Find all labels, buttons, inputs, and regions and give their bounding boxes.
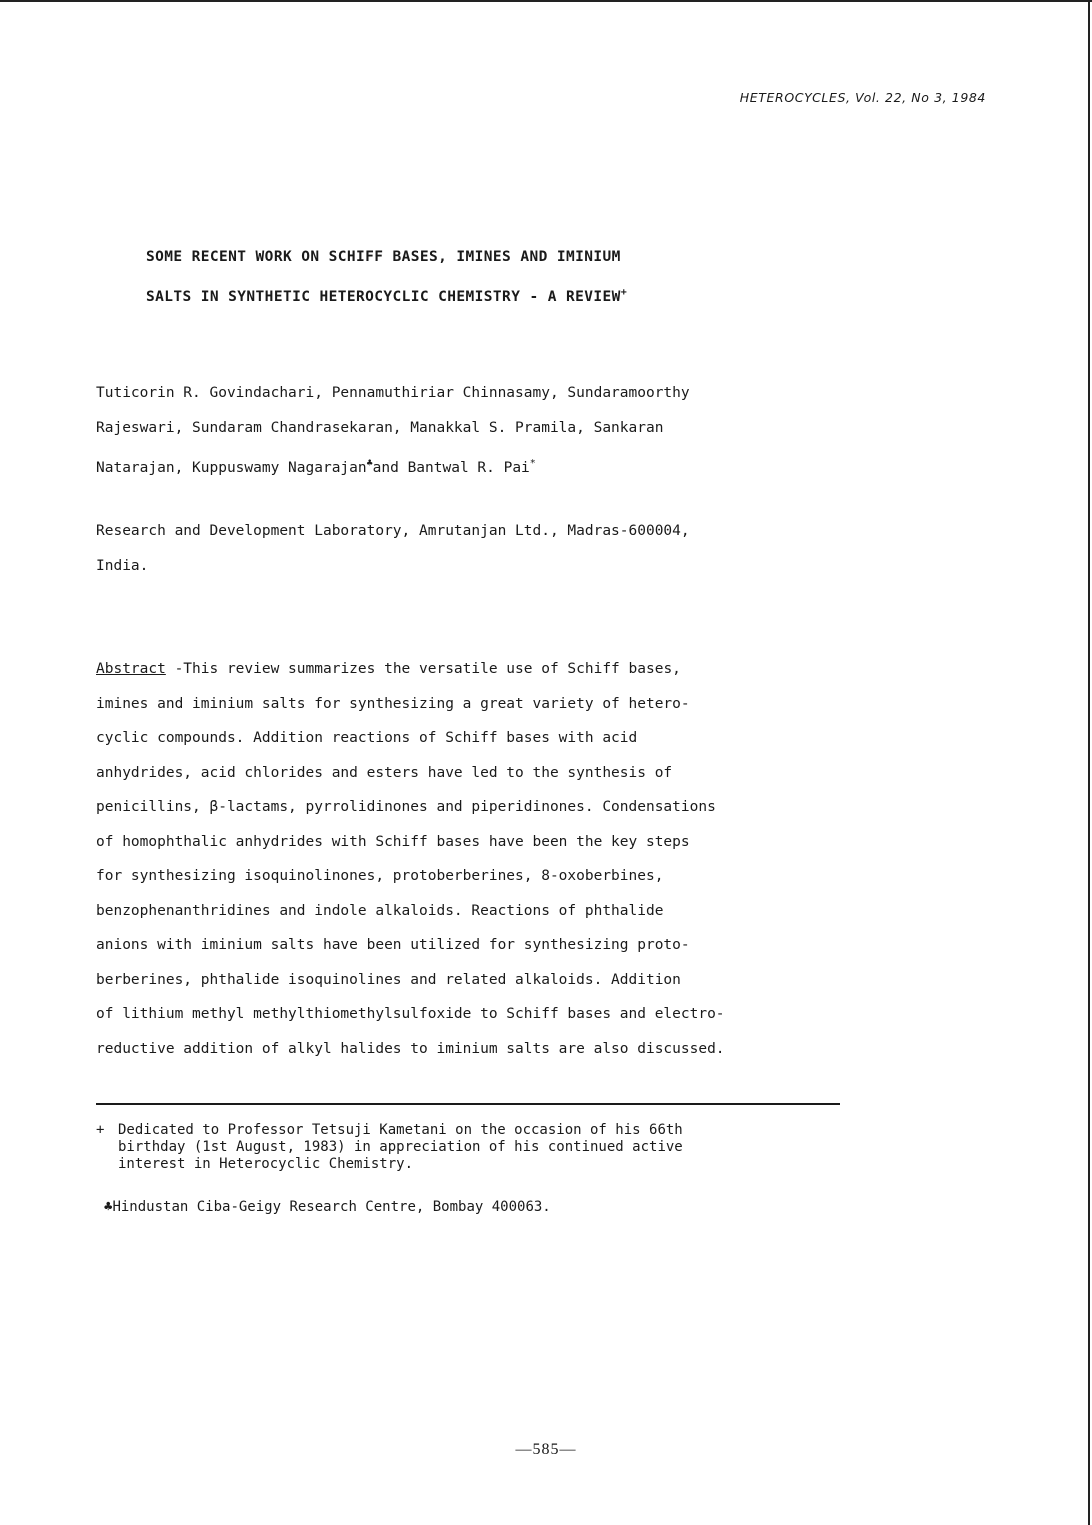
abstract-line-9: berberines, phthalide isoquinolines and related alkaloids. Addition <box>96 971 681 988</box>
footnote-affiliation <box>104 1199 844 1216</box>
footnote-club-mark: ♣ <box>104 1199 113 1215</box>
abstract-line-2: cyclic compounds. Addition reactions of Schiff bases with acid <box>96 730 638 746</box>
abstract-line-3: anhydrides, acid chlorides and esters have led to the synthesis of <box>96 764 673 781</box>
author-list <box>96 376 856 486</box>
title-dagger-mark: + <box>620 287 628 298</box>
title-line-2 <box>146 275 786 315</box>
author-line-1: Tuticorin R. Govindachari, Pennamuthiriar Chinnasamy, Sundaramoorthy <box>96 385 690 401</box>
abstract-label: Abstract <box>96 661 166 677</box>
page-number: —585— <box>515 1441 577 1458</box>
footnote-dedication-text: Dedicated to Professor Tetsuji Kametani on the occasion of his 66th birthday (1st August, 1983) in appreciation of his continued active interest in Heterocyclic Chemistry. <box>118 1122 683 1172</box>
abstract-line-8: anions with iminium salts have been utilized for synthesizing proto- <box>96 937 690 953</box>
abstract-line <box>96 652 856 687</box>
corresponding-star: * <box>529 458 536 469</box>
title-line-2-text: SALTS IN SYNTHETIC HETEROCYCLIC CHEMISTRY - A REVIEW <box>146 288 621 305</box>
author-line-3 <box>96 446 856 486</box>
abstract-line-0: -This review summarizes the versatile use of Schiff bases, <box>165 661 681 677</box>
footnote-dedication <box>96 1122 836 1173</box>
footnote-affiliation-text: Hindustan Ciba-Geigy Research Centre, Bombay 400063. <box>112 1199 551 1215</box>
abstract-line-5: of homophthalic anhydrides with Schiff bases have been the key steps <box>96 833 690 850</box>
club-mark: ♣ <box>366 458 373 469</box>
abstract-line-4: penicillins, β-lactams, pyrrolidinones and piperidinones. Condensations <box>96 799 716 815</box>
affiliation <box>96 514 856 584</box>
author-line-3-a: Natarajan, Kuppuswamy Nagarajan <box>96 459 367 476</box>
author-line-2: Rajeswari, Sundaram Chandrasekaran, Manakkal S. Pramila, Sankaran <box>96 420 664 436</box>
page-top-edge <box>0 0 1092 2</box>
abstract-line-11: reductive addition of alkyl halides to iminium salts are also discussed. <box>96 1040 725 1057</box>
affiliation-line-1: Research and Development Laboratory, Amrutanjan Ltd., Madras-600004, <box>96 523 690 539</box>
footnote-rule <box>96 1103 840 1105</box>
journal-citation: HETEROCYCLES, Vol. 22, No 3, 1984 <box>739 90 986 105</box>
affiliation-line-2: India. <box>96 558 149 574</box>
abstract-line-7: benzophenanthridines and indole alkaloids. Reactions of phthalide <box>96 902 664 919</box>
author-line-3-b: and Bantwal R. Pai <box>372 459 530 476</box>
footnote-dagger-mark: + <box>96 1122 105 1138</box>
abstract-line-10: of lithium methyl methylthiomethylsulfoxide to Schiff bases and electro- <box>96 1006 725 1022</box>
page-right-edge <box>1088 0 1090 1525</box>
title-line-1: SOME RECENT WORK ON SCHIFF BASES, IMINES AND IMINIUM <box>146 249 621 265</box>
abstract <box>96 652 856 1066</box>
paper-title <box>146 240 786 315</box>
abstract-line-6: for synthesizing isoquinolinones, protoberberines, 8-oxoberbines, <box>96 868 664 884</box>
abstract-line-1: imines and iminium salts for synthesizing a great variety of hetero- <box>96 695 690 712</box>
